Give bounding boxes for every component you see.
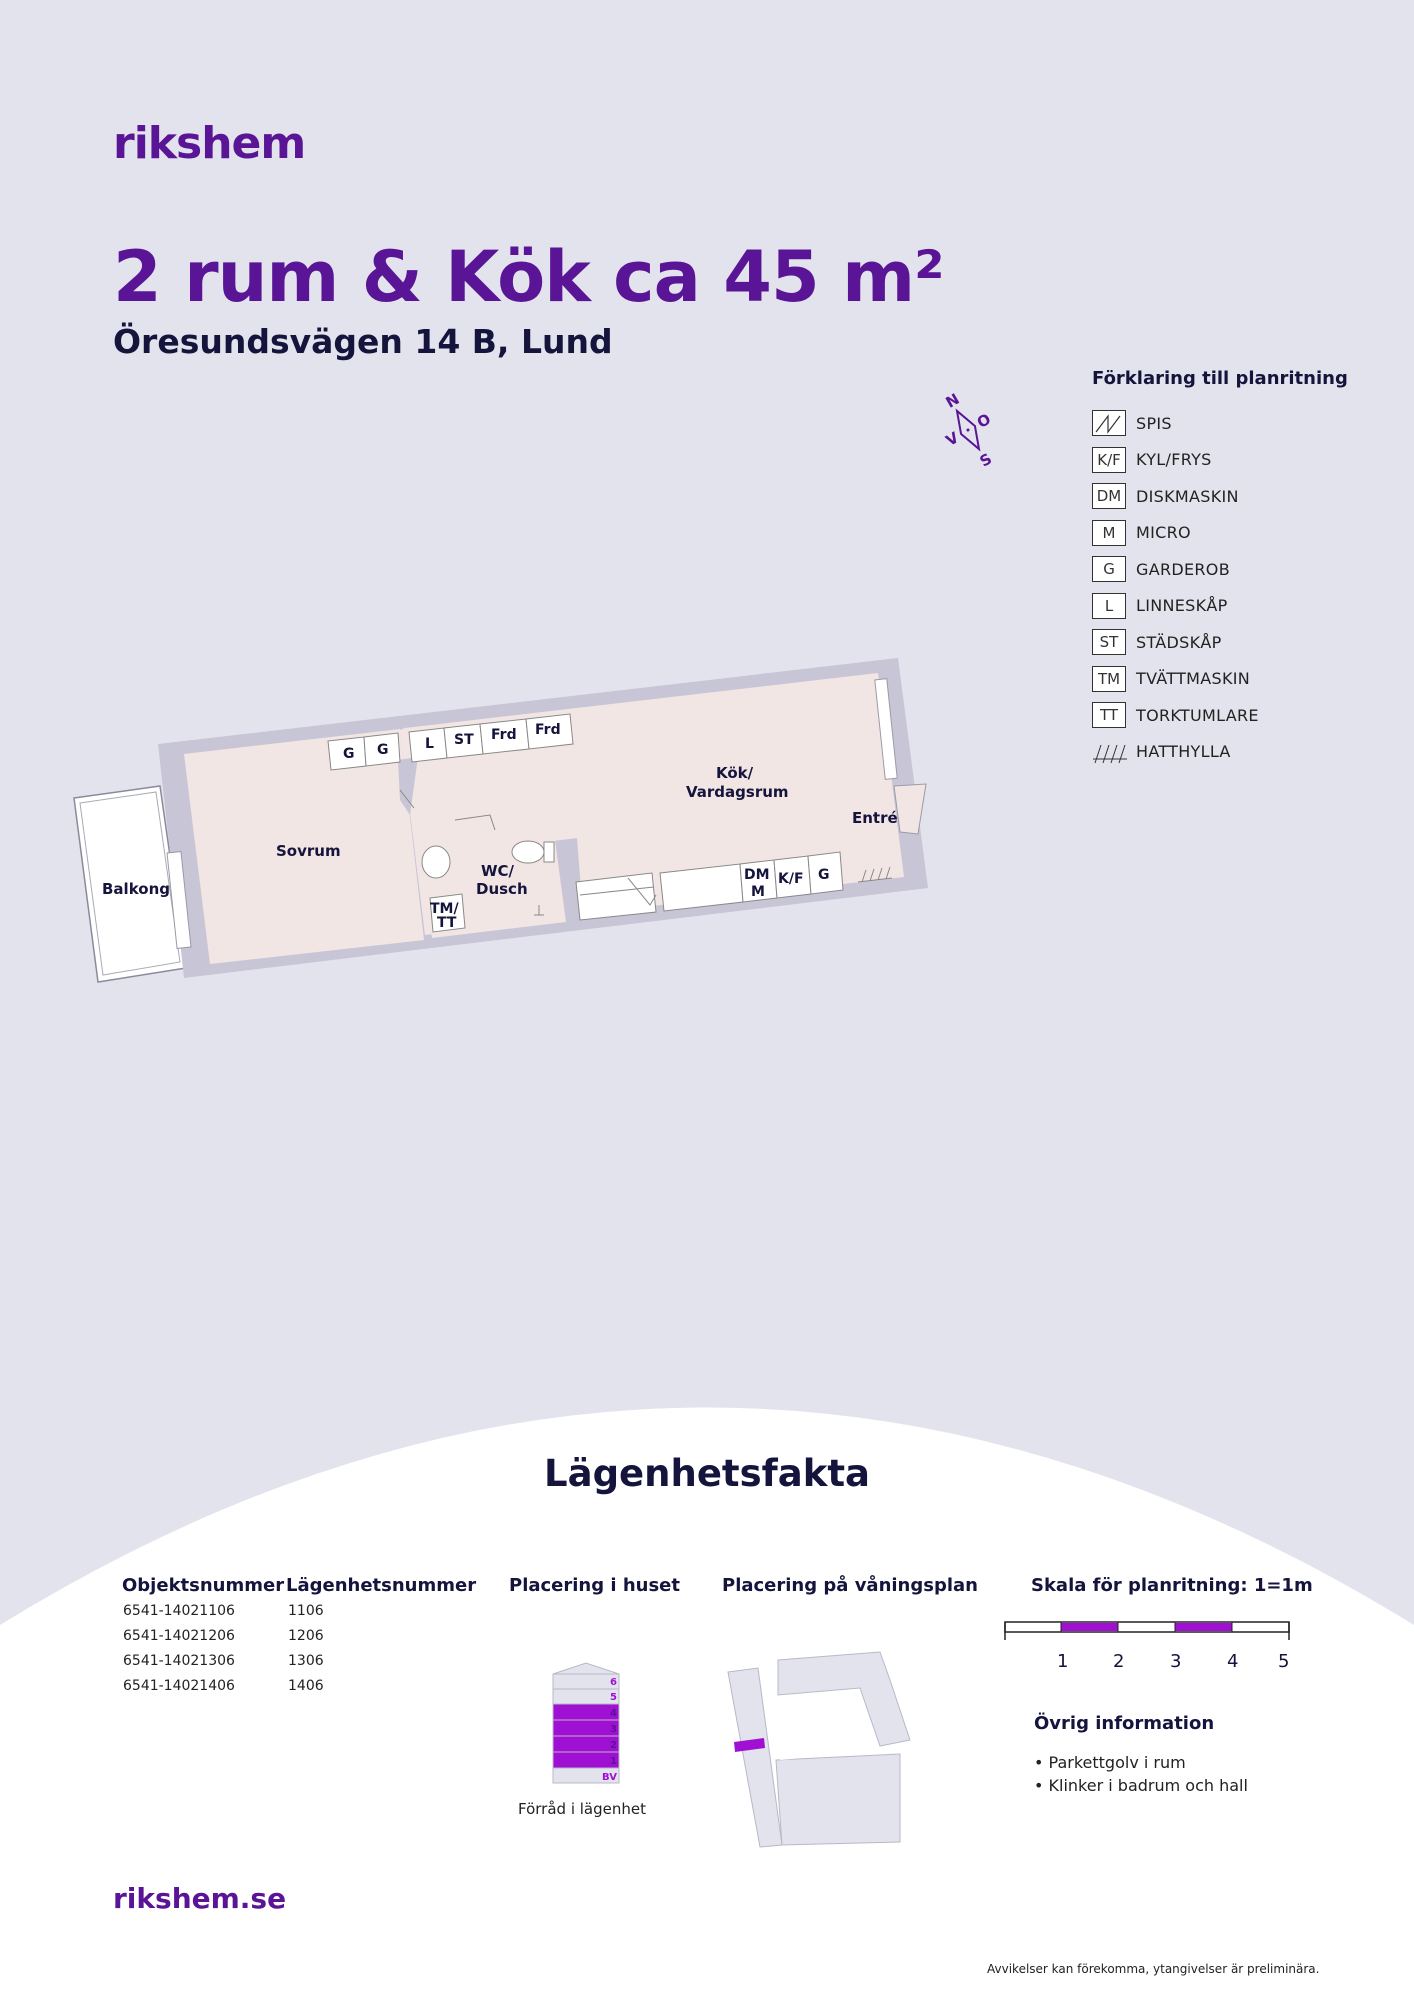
floor-label: 6 (610, 1677, 617, 1688)
objekt-cell: 6541-14021206 (123, 1628, 235, 1644)
svg-text:S: S (976, 449, 996, 471)
scale-tick-label: 2 (1113, 1651, 1125, 1672)
website-link[interactable]: rikshem.se (113, 1882, 287, 1915)
legend-item: G GARDEROB (1092, 551, 1392, 588)
legend-item: ST STÄDSKÅP (1092, 624, 1392, 661)
building-floors-diagram (550, 1660, 622, 1786)
cabinet-label-g2: G (377, 742, 389, 758)
ovrig-item: • Parkettgolv i rum (1034, 1753, 1186, 1772)
stove-icon (1092, 410, 1126, 436)
legend-title: Förklaring till planritning (1092, 368, 1348, 389)
svg-text:O: O (973, 409, 994, 432)
scale-tick-label: 3 (1170, 1651, 1182, 1672)
cabinet-label-kf: K/F (778, 871, 804, 887)
floor-label: 5 (610, 1692, 617, 1703)
address: Öresundsvägen 14 B, Lund (113, 322, 613, 361)
cabinet-label-dm: DM (744, 867, 770, 883)
legend-item: SPIS (1092, 405, 1392, 442)
cabinet-label-g1: G (343, 746, 355, 762)
cabinet-label-tm: TM/ (430, 901, 459, 917)
facts-heading: Lägenhetsfakta (544, 1452, 870, 1495)
floor-label: 1 (610, 1756, 617, 1767)
objektsnummer-header: Objektsnummer (122, 1575, 285, 1596)
legend-item: DM DISKMASKIN (1092, 478, 1392, 515)
svg-text:N: N (942, 389, 963, 412)
floor-label: 4 (610, 1708, 617, 1719)
legend-item: M MICRO (1092, 515, 1392, 552)
cabinet-label-st: ST (454, 732, 474, 748)
compass-icon (926, 381, 1011, 480)
cabinet-label-l: L (425, 736, 434, 752)
objekt-cell: 6541-14021306 (123, 1653, 235, 1669)
placering-plan-header: Placering på våningsplan (722, 1575, 978, 1596)
lagenhetsnummer-header: Lägenhetsnummer (286, 1575, 477, 1596)
ovrig-item: • Klinker i badrum och hall (1034, 1776, 1248, 1795)
room-label-wc1: WC/ (481, 862, 515, 880)
placering-huset-header: Placering i huset (509, 1575, 680, 1596)
cabinet-label-frd2: Frd (535, 722, 561, 738)
floor-label: 3 (610, 1724, 617, 1735)
rikshem-logo: rikshem (113, 118, 306, 169)
legend-item: TT TORKTUMLARE (1092, 697, 1392, 734)
legend-item: K/F KYL/FRYS (1092, 442, 1392, 479)
lgh-cell: 1106 (288, 1603, 324, 1619)
ovrig-header: Övrig information (1034, 1713, 1215, 1734)
lgh-cell: 1206 (288, 1628, 324, 1644)
objekt-cell: 6541-14021406 (123, 1678, 235, 1694)
plan-legend (1092, 368, 1392, 770)
page-title: 2 rum & Kök ca 45 m² (113, 236, 944, 318)
cabinet-label-g3: G (818, 867, 830, 883)
legend-item: TM TVÄTTMASKIN (1092, 661, 1392, 698)
disclaimer: Avvikelser kan förekomma, ytangivelser är preliminära. (987, 1962, 1320, 1976)
room-label-sovrum: Sovrum (276, 842, 341, 860)
scale-tick-label: 1 (1057, 1651, 1069, 1672)
room-label-kok1: Kök/ (716, 764, 754, 782)
scale-header: Skala för planritning: 1=1m (1031, 1575, 1313, 1596)
room-label-kok2: Vardagsrum (686, 783, 789, 801)
room-label-balkong: Balkong (102, 880, 170, 898)
lgh-cell: 1306 (288, 1653, 324, 1669)
lgh-cell: 1406 (288, 1678, 324, 1694)
site-plan-diagram (720, 1650, 920, 1850)
cabinet-label-m: M (751, 884, 765, 900)
cabinet-label-tt: TT (437, 915, 457, 931)
floor-label: BV (602, 1772, 617, 1783)
legend-item: HATTHYLLA (1092, 734, 1392, 771)
cabinet-label-frd1: Frd (491, 727, 517, 743)
scale-tick-label: 4 (1227, 1651, 1239, 1672)
forrad-note: Förråd i lägenhet (518, 1800, 646, 1818)
scale-tick-label: 5 (1278, 1651, 1290, 1672)
floor-label: 2 (610, 1740, 617, 1751)
legend-item: L LINNESKÅP (1092, 588, 1392, 625)
svg-text:V: V (942, 428, 962, 450)
hat-shelf-icon (1092, 739, 1126, 765)
room-label-wc2: Dusch (476, 880, 528, 898)
room-label-entre: Entré (852, 809, 898, 827)
objekt-cell: 6541-14021106 (123, 1603, 235, 1619)
scale-bar (1004, 1618, 1294, 1648)
